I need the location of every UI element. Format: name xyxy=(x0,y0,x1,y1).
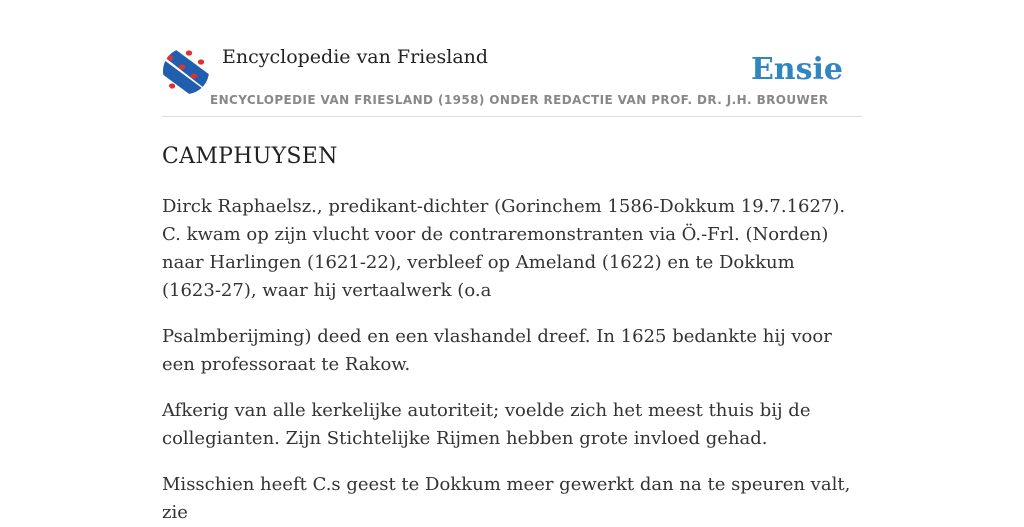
entry-paragraph: Psalmberijming) deed en een vlashandel dreef. In 1625 bedankte hij voor een professoraat te Rakow. xyxy=(162,326,832,375)
brand-logo[interactable]: Ensie xyxy=(750,52,843,87)
frisian-flag-icon[interactable] xyxy=(162,48,210,94)
entry-title: CAMPHUYSEN xyxy=(162,144,338,169)
article xyxy=(162,143,862,527)
entry-paragraph: Afkerig van alle kerkelijke autoriteit; voelde zich het meest thuis bij de collegianten. Zijn Stichtelijke Rijmen hebben grote invloed gehad. xyxy=(162,400,811,449)
site-header xyxy=(162,0,862,117)
site-subtitle: ENCYCLOPEDIE VAN FRIESLAND (1958) ONDER REDACTIE VAN PROF. DR. J.H. BROUWER xyxy=(210,93,829,107)
entry-paragraph: Misschien heeft C.s geest te Dokkum meer gewerkt dan na te speuren valt, zie xyxy=(162,474,851,523)
site-title[interactable]: Encyclopedie van Friesland xyxy=(222,46,489,68)
page xyxy=(162,0,862,527)
entry-paragraph: Dirck Raphaelsz., predikant-dichter (Gorinchem 1586-Dokkum 19.7.1627). C. kwam op zijn vlucht voor de contraremonstranten via Ö.-Frl. (Norden) naar Harlingen (1621-22), verbleef op Ameland (1622) en te Dokkum (1623-27), waar hij vertaalwerk (o.a xyxy=(162,196,846,301)
